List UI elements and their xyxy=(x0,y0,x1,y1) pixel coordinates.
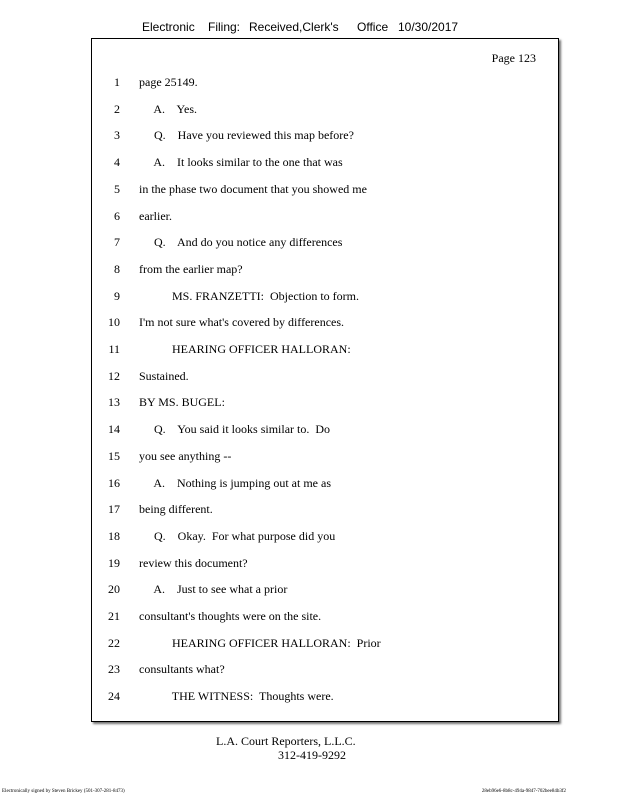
filing-header-electronic: Electronic xyxy=(142,20,195,34)
line-text: I'm not sure what's covered by differences. xyxy=(139,315,345,330)
line-number: 18 xyxy=(108,528,120,543)
filing-header-date: 10/30/2017 xyxy=(398,20,459,34)
transcript-line xyxy=(92,180,558,198)
line-number: 19 xyxy=(108,555,120,570)
transcript-line xyxy=(92,367,558,385)
transcript-line xyxy=(92,687,558,705)
line-text: you see anything -- xyxy=(139,448,232,463)
line-number: 6 xyxy=(114,208,120,223)
transcript-line xyxy=(92,73,558,91)
line-number: 10 xyxy=(108,315,120,330)
line-text: Q. Have you reviewed this map before? xyxy=(139,128,354,143)
line-number: 20 xyxy=(108,582,120,597)
line-text: review this document? xyxy=(139,555,248,570)
transcript-line xyxy=(92,153,558,171)
transcript-page xyxy=(91,38,559,722)
page-number: Page 123 xyxy=(491,51,536,65)
line-text: Sustained. xyxy=(139,368,189,383)
line-number: 2 xyxy=(114,101,120,116)
transcript-line xyxy=(92,580,558,598)
line-number: 1 xyxy=(114,75,120,89)
line-number: 4 xyxy=(114,155,120,170)
transcript-line xyxy=(92,393,558,411)
transcript-line xyxy=(92,500,558,518)
line-number: 14 xyxy=(108,422,120,437)
line-text: in the phase two document that you showed me xyxy=(139,181,367,196)
line-text: from the earlier map? xyxy=(139,261,243,276)
line-text: earlier. xyxy=(139,208,172,223)
line-text: A. Nothing is jumping out at me as xyxy=(139,475,331,490)
transcript-line xyxy=(92,313,558,331)
transcript-line xyxy=(92,634,558,652)
line-text: A. Yes. xyxy=(139,101,198,116)
line-number: 12 xyxy=(108,368,120,383)
line-text: consultant's thoughts were on the site. xyxy=(139,609,322,623)
line-number: 22 xyxy=(108,635,120,650)
line-number: 15 xyxy=(108,448,120,463)
filing-header xyxy=(0,20,618,38)
line-number: 16 xyxy=(108,475,120,490)
transcript-line xyxy=(92,607,558,625)
line-number: 23 xyxy=(108,662,120,677)
electronic-signature: Electronically signed by Steven Brickey (501-307-281-8473) xyxy=(2,789,125,794)
transcript-line xyxy=(92,287,558,305)
line-number: 17 xyxy=(108,502,120,517)
line-number: 8 xyxy=(114,261,120,276)
transcript-line xyxy=(92,207,558,225)
transcript-line xyxy=(92,447,558,465)
line-text: HEARING OFFICER HALLORAN: xyxy=(139,342,351,356)
line-number: 21 xyxy=(108,609,120,623)
transcript-line xyxy=(92,100,558,118)
line-text: THE WITNESS: Thoughts were. xyxy=(139,689,334,704)
filing-header-office: Office xyxy=(357,20,389,34)
footer-firm-name: L.A. Court Reporters, L.L.C. xyxy=(216,734,356,748)
transcript-line xyxy=(92,660,558,678)
transcript-line xyxy=(92,260,558,278)
line-number: 5 xyxy=(114,181,120,196)
transcript-line xyxy=(92,233,558,251)
line-number: 3 xyxy=(114,128,120,143)
line-number: 9 xyxy=(114,288,120,303)
transcript-line xyxy=(92,474,558,492)
transcript-line xyxy=(92,554,558,572)
filing-header-filing: Filing: xyxy=(208,20,241,34)
line-text: A. It looks similar to the one that was xyxy=(139,155,343,170)
line-text: BY MS. BUGEL: xyxy=(139,395,225,410)
line-text: Q. And do you notice any differences xyxy=(139,235,343,250)
line-number: 24 xyxy=(108,689,120,704)
transcript-line xyxy=(92,420,558,438)
line-text: page 25149. xyxy=(139,75,198,89)
signature-id: 28eb96e6-8b8c-494a-9847-702bee84b3f2 xyxy=(481,789,566,794)
line-text: being different. xyxy=(139,502,213,517)
line-number: 11 xyxy=(108,342,120,356)
line-text: HEARING OFFICER HALLORAN: Prior xyxy=(139,635,381,650)
line-text: MS. FRANZETTI: Objection to form. xyxy=(139,288,359,303)
line-text: consultants what? xyxy=(139,662,225,677)
line-text: Q. You said it looks similar to. Do xyxy=(139,422,331,437)
line-text: Q. Okay. For what purpose did you xyxy=(139,528,336,543)
filing-header-received: Received,Clerk's xyxy=(249,20,339,34)
line-number: 7 xyxy=(114,235,120,250)
line-number: 13 xyxy=(108,395,120,410)
transcript-line xyxy=(92,527,558,545)
transcript-line xyxy=(92,126,558,144)
footer-phone: 312-419-9292 xyxy=(278,748,346,762)
transcript-line xyxy=(92,340,558,358)
line-text: A. Just to see what a prior xyxy=(139,582,288,597)
